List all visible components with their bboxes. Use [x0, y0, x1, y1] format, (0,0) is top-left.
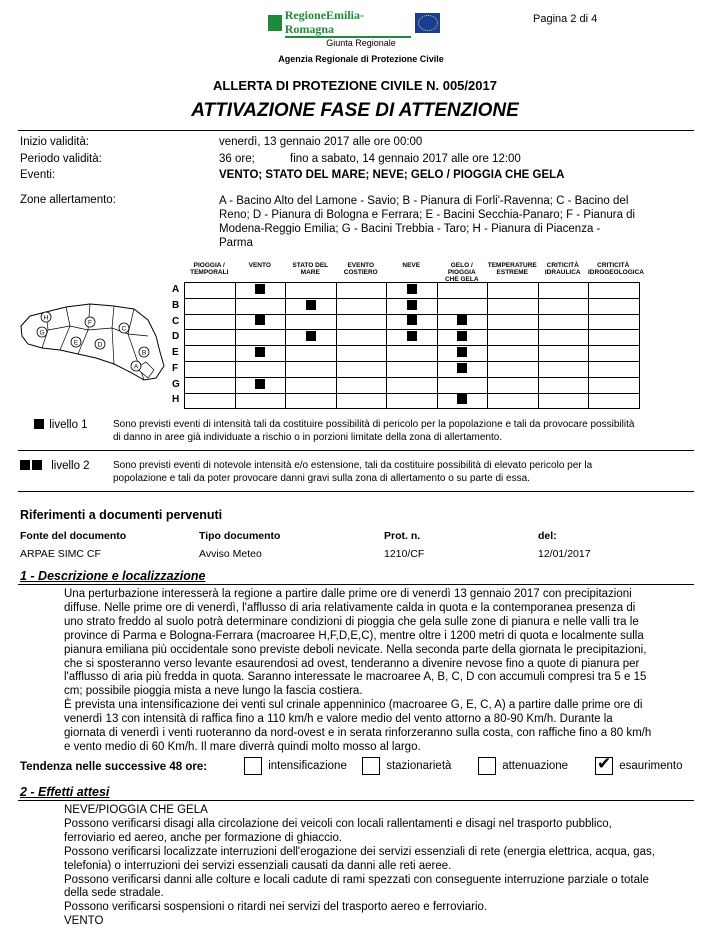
table-cell: [437, 361, 488, 377]
column-header: PIOGGIA / TEMPORALI: [190, 262, 229, 276]
table-cell: [286, 330, 337, 346]
map-zone-label: F: [88, 319, 92, 327]
map-zone-label: H: [43, 314, 49, 322]
table-cell: [185, 393, 236, 409]
map-zone-label: G: [39, 329, 45, 337]
level-square-icon: [306, 300, 316, 310]
table-cell: [488, 377, 539, 393]
inizio-label: Inizio validità:: [20, 136, 90, 148]
ref-prot: 1210/CF: [384, 548, 425, 560]
table-cell: [235, 283, 286, 299]
eventi-value: VENTO; STATO DEL MARE; NEVE; GELO / PIOGGIA CHE GELA: [219, 169, 565, 181]
level-square-icon: [407, 315, 417, 325]
ref-source: ARPAE SIMC CF: [20, 548, 101, 560]
section1-heading: 1 - Descrizione e localizzazione: [20, 569, 206, 583]
checkbox-attenuazione[interactable]: [478, 757, 496, 775]
table-cell: [488, 346, 539, 362]
table-cell: [538, 314, 589, 330]
alert-title: ALLERTA DI PROTEZIONE CIVILE N. 005/2017: [213, 78, 497, 93]
table-cell: [286, 346, 337, 362]
table-row: [185, 346, 640, 362]
table-cell: [286, 298, 337, 314]
level-square-icon: [457, 315, 467, 325]
column-header: STATO DEL MARE: [292, 262, 329, 276]
zone-line: Reno; D - Pianura di Bologna e Ferrara; E - Bacini Secchia-Panaro; F - Pianura di: [219, 209, 636, 221]
ref-header-type: Tipo documento: [199, 530, 281, 542]
zone-line: Parma: [219, 237, 253, 249]
agency-label: Agenzia Regionale di Protezione Civile: [278, 54, 444, 64]
column-header: EVENTO COSTIERO: [343, 262, 378, 276]
table-cell: [336, 330, 387, 346]
table-cell: [235, 377, 286, 393]
row-label: B: [172, 300, 180, 311]
row-label: C: [172, 316, 180, 327]
legend-level2: [20, 460, 90, 472]
option-label: attenuazione: [502, 760, 569, 773]
table-cell: [235, 361, 286, 377]
table-cell: [387, 393, 438, 409]
table-cell: [185, 314, 236, 330]
table-cell: [589, 330, 640, 346]
table-cell: [488, 330, 539, 346]
ref-header-prot: Prot. n.: [384, 530, 421, 542]
level-square-icon: [457, 363, 467, 373]
table-cell: [336, 298, 387, 314]
table-cell: [336, 314, 387, 330]
ref-type: Avviso Meteo: [199, 548, 262, 560]
level1-square-icon: [34, 419, 44, 429]
table-cell: [538, 330, 589, 346]
table-cell: [235, 346, 286, 362]
table-cell: [185, 361, 236, 377]
table-cell: [387, 298, 438, 314]
legend-level1-label: livello 1: [49, 419, 88, 431]
giunta-label: Giunta Regionale: [326, 38, 396, 48]
section1-divider: [18, 584, 694, 585]
table-column-headers: [184, 262, 644, 283]
table-cell: [235, 314, 286, 330]
section1-text: Una perturbazione interesserà la regione a partire dalle prime ore di venerdì 13 gennaio 2017 con precipitazioni diffuse. Nelle prime ore di venerdì, l'afflusso di aria relativamente calda in quota e la contemporanea presenza di uno strato freddo al suolo potrà determinare condizioni di pioggia che gela sulle zone di pianura e nelle valli tra le province di Parma e Bologna-Ferrara (macroaree H,F,D,E,C), mentre oltre i 1200 metri di quota e localmente sulla pianura emiliana più occidentale sono previste deboli nevicate. Nella seconda parte della giornata le precipitazioni, che si sposteranno verso levante esaurendosi ad ovest, tenderanno a divenire nevose fino a quote di pianura per l'afflusso di aria più fredda in quota. Saranno interessate le macroaree A, B, C, D con accumuli compresi tra 5 e 15 cm; possibile pioggia mista a neve lungo la fascia costiera. È prevista una intensificazione dei venti sul crinale appenninico (macroaree G, E, C, A) a partire dalle prime ore di venerdì 13 con intensità di raffica fino a 110 km/h e valore medio del vento attorno a 80-90 Km/h. Durante la giornata di venerdì i venti ruoteranno da nord-ovest e in serata rinforzeranno sulla costa, con raffiche fino a 80 km/h e vento medio di 60 Km/h. Il mare diverrà quindi molto mosso al largo.: [64, 588, 652, 753]
table-cell: [286, 377, 337, 393]
table-cell: [589, 377, 640, 393]
row-label: F: [172, 363, 179, 374]
level-square-icon: [457, 394, 467, 404]
table-cell: [387, 330, 438, 346]
table-cell: [538, 377, 589, 393]
table-cell: [488, 361, 539, 377]
legend-divider: [18, 450, 694, 451]
table-cell: [437, 377, 488, 393]
ref-date: 12/01/2017: [538, 548, 591, 560]
table-cell: [387, 346, 438, 362]
table-cell: [286, 361, 337, 377]
table-cell: [185, 298, 236, 314]
table-cell: [185, 283, 236, 299]
zone-list: [219, 194, 635, 250]
section2-text: NEVE/PIOGGIA CHE GELA Possono verificarsi disagi alla circolazione dei veicoli con locali rallentamenti e disagi nel trasporto pubblico, ferroviario ed aereo, anche per formazione di ghiaccio. Possono verificarsi localizzate interruzioni dell'erogazione dei servizi essenziali di rete (energia elettrica, acqua, gas, telefonia) o interruzioni dei servizi essenziali causati da danni alle reti aeree. Possono verificarsi danni alle colture e locali cadute di rami spezzati con conseguente interruzione parziale o totale della sede stradale. Possono verificarsi sospensioni o ritardi nei servizi del trasporto aereo e ferroviario. VENTO: [64, 804, 655, 928]
level-square-icon: [255, 315, 265, 325]
table-cell: [387, 314, 438, 330]
table-row: [185, 361, 640, 377]
level-square-icon: [407, 331, 417, 341]
row-label: D: [172, 331, 180, 342]
periodo-hours: 36 ore;: [219, 153, 255, 165]
table-cell: [437, 330, 488, 346]
periodo-until: fino a sabato, 14 gennaio 2017 alle ore 12:00: [290, 153, 521, 165]
zone-label: Zone allertamento:: [20, 194, 116, 206]
table-cell: [336, 393, 387, 409]
option-label: stazionarietà: [386, 760, 452, 773]
zone-line: A - Bacino Alto del Lamone - Savio; B - Pianura di Forli'-Ravenna; C - Bacino del: [219, 195, 629, 207]
section2-heading: 2 - Effetti attesi: [20, 785, 110, 799]
level-square-icon: [255, 284, 265, 294]
table-row: [185, 393, 640, 409]
periodo-label: Periodo validità:: [20, 153, 102, 165]
level-square-icon: [255, 347, 265, 357]
table-row: [185, 314, 640, 330]
level-square-icon: [407, 300, 417, 310]
eu-flag-icon: [415, 13, 440, 33]
column-header: GELO / PIOGGIA CHE GELA: [444, 262, 479, 283]
option-label: esaurimento: [619, 760, 683, 773]
map-zone-label: E: [73, 339, 79, 347]
table-cell: [437, 346, 488, 362]
table-cell: [235, 330, 286, 346]
column-header: CRITICITÀ IDROGEOLOGICA: [588, 262, 644, 276]
table-cell: [437, 393, 488, 409]
row-label: E: [172, 347, 179, 358]
table-cell: [387, 377, 438, 393]
table-row: [185, 330, 640, 346]
table-row: [185, 298, 640, 314]
page-number: Pagina 2 di 4: [533, 13, 598, 25]
column-header: VENTO: [248, 262, 271, 269]
table-cell: [336, 283, 387, 299]
table-cell: [286, 314, 337, 330]
eventi-label: Eventi:: [20, 169, 56, 181]
level2-square-icon: [20, 460, 30, 470]
checkbox-stazionarieta[interactable]: [362, 757, 380, 775]
tendency-label: Tendenza nelle successive 48 ore:: [20, 761, 208, 773]
table-cell: [185, 330, 236, 346]
table-cell: [488, 298, 539, 314]
table-cell: [437, 283, 488, 299]
map-zone-label: B: [141, 349, 147, 357]
logo-mark-icon: [268, 15, 282, 31]
table-cell: [286, 393, 337, 409]
header-divider: [18, 130, 694, 131]
table-row: [185, 283, 640, 299]
legend-divider: [18, 491, 694, 492]
table-cell: [336, 346, 387, 362]
region-logo: [268, 8, 440, 36]
inizio-value: venerdì, 13 gennaio 2017 alle ore 00:00: [219, 136, 423, 148]
table-cell: [538, 361, 589, 377]
table-cell: [589, 283, 640, 299]
section2-divider: [18, 800, 694, 801]
logo-text: RegioneEmilia-Romagna: [285, 8, 411, 38]
alert-subtitle: ATTIVAZIONE FASE DI ATTENZIONE: [191, 100, 519, 121]
level2-square-icon: [32, 460, 42, 470]
level-square-icon: [255, 379, 265, 389]
table-cell: [235, 298, 286, 314]
references-heading: Riferimenti a documenti pervenuti: [20, 508, 223, 522]
table-cell: [488, 314, 539, 330]
tendency-option-attenuazione[interactable]: [478, 757, 568, 775]
table-cell: [589, 393, 640, 409]
map-zone-label: A: [133, 363, 139, 371]
table-cell: [235, 393, 286, 409]
checkbox-esaurimento[interactable]: [595, 757, 613, 775]
zone-line: Modena-Reggio Emilia; G - Bacini Trebbia - Taro; H - Pianura di Piacenza -: [219, 223, 601, 235]
table-cell: [185, 346, 236, 362]
ref-header-source: Fonte del documento: [20, 530, 127, 542]
table-cell: [437, 314, 488, 330]
table-cell: [538, 283, 589, 299]
tendency-option-intensificazione[interactable]: [244, 757, 347, 775]
column-header: CRITICITÀ IDRAULICA: [544, 262, 581, 276]
table-cell: [185, 377, 236, 393]
legend-level2-desc: Sono previsti eventi di notevole intensità e/o estensione, tali da costituire possibilità di elevato pericolo per la popolazione e tali da poter provocare danni gravi sulla zona di allertamento o su parte di essa.: [113, 460, 593, 484]
region-map: [18, 300, 168, 386]
legend-level1-desc: Sono previsti eventi di intensità tali da costituire possibilità di pericolo per la popolazione e tali da provocare possibilità di danno in aree già individuate a rischio o in porzioni limitate della zona di allertamento.: [113, 419, 635, 443]
option-label: intensificazione: [268, 760, 347, 773]
map-zone-label: D: [97, 341, 103, 349]
level-square-icon: [457, 331, 467, 341]
table-cell: [336, 377, 387, 393]
table-cell: [589, 346, 640, 362]
tendency-option-esaurimento[interactable]: [595, 757, 683, 775]
table-cell: [488, 393, 539, 409]
tendency-option-stazionarieta[interactable]: [362, 757, 451, 775]
table-cell: [538, 393, 589, 409]
table-cell: [387, 361, 438, 377]
table-cell: [589, 314, 640, 330]
table-cell: [488, 283, 539, 299]
level-square-icon: [306, 331, 316, 341]
level-square-icon: [457, 347, 467, 357]
level-square-icon: [407, 284, 417, 294]
row-label: H: [172, 394, 180, 405]
table-cell: [286, 283, 337, 299]
legend-level2-label: livello 2: [51, 460, 90, 472]
table-row: [185, 377, 640, 393]
table-cell: [538, 346, 589, 362]
table-cell: [387, 283, 438, 299]
table-cell: [589, 361, 640, 377]
table-cell: [336, 361, 387, 377]
legend-level1: [34, 419, 88, 431]
column-header: TEMPERATURE ESTREME: [487, 262, 537, 276]
row-label: A: [172, 284, 180, 295]
table-cell: [589, 298, 640, 314]
table-cell: [437, 298, 488, 314]
column-header: NEVE: [402, 262, 421, 269]
map-zone-label: C: [121, 325, 127, 333]
ref-header-date: del:: [538, 530, 557, 542]
row-label: G: [172, 379, 180, 390]
alert-level-table: [184, 282, 640, 409]
checkbox-intensificazione[interactable]: [244, 757, 262, 775]
table-cell: [538, 298, 589, 314]
